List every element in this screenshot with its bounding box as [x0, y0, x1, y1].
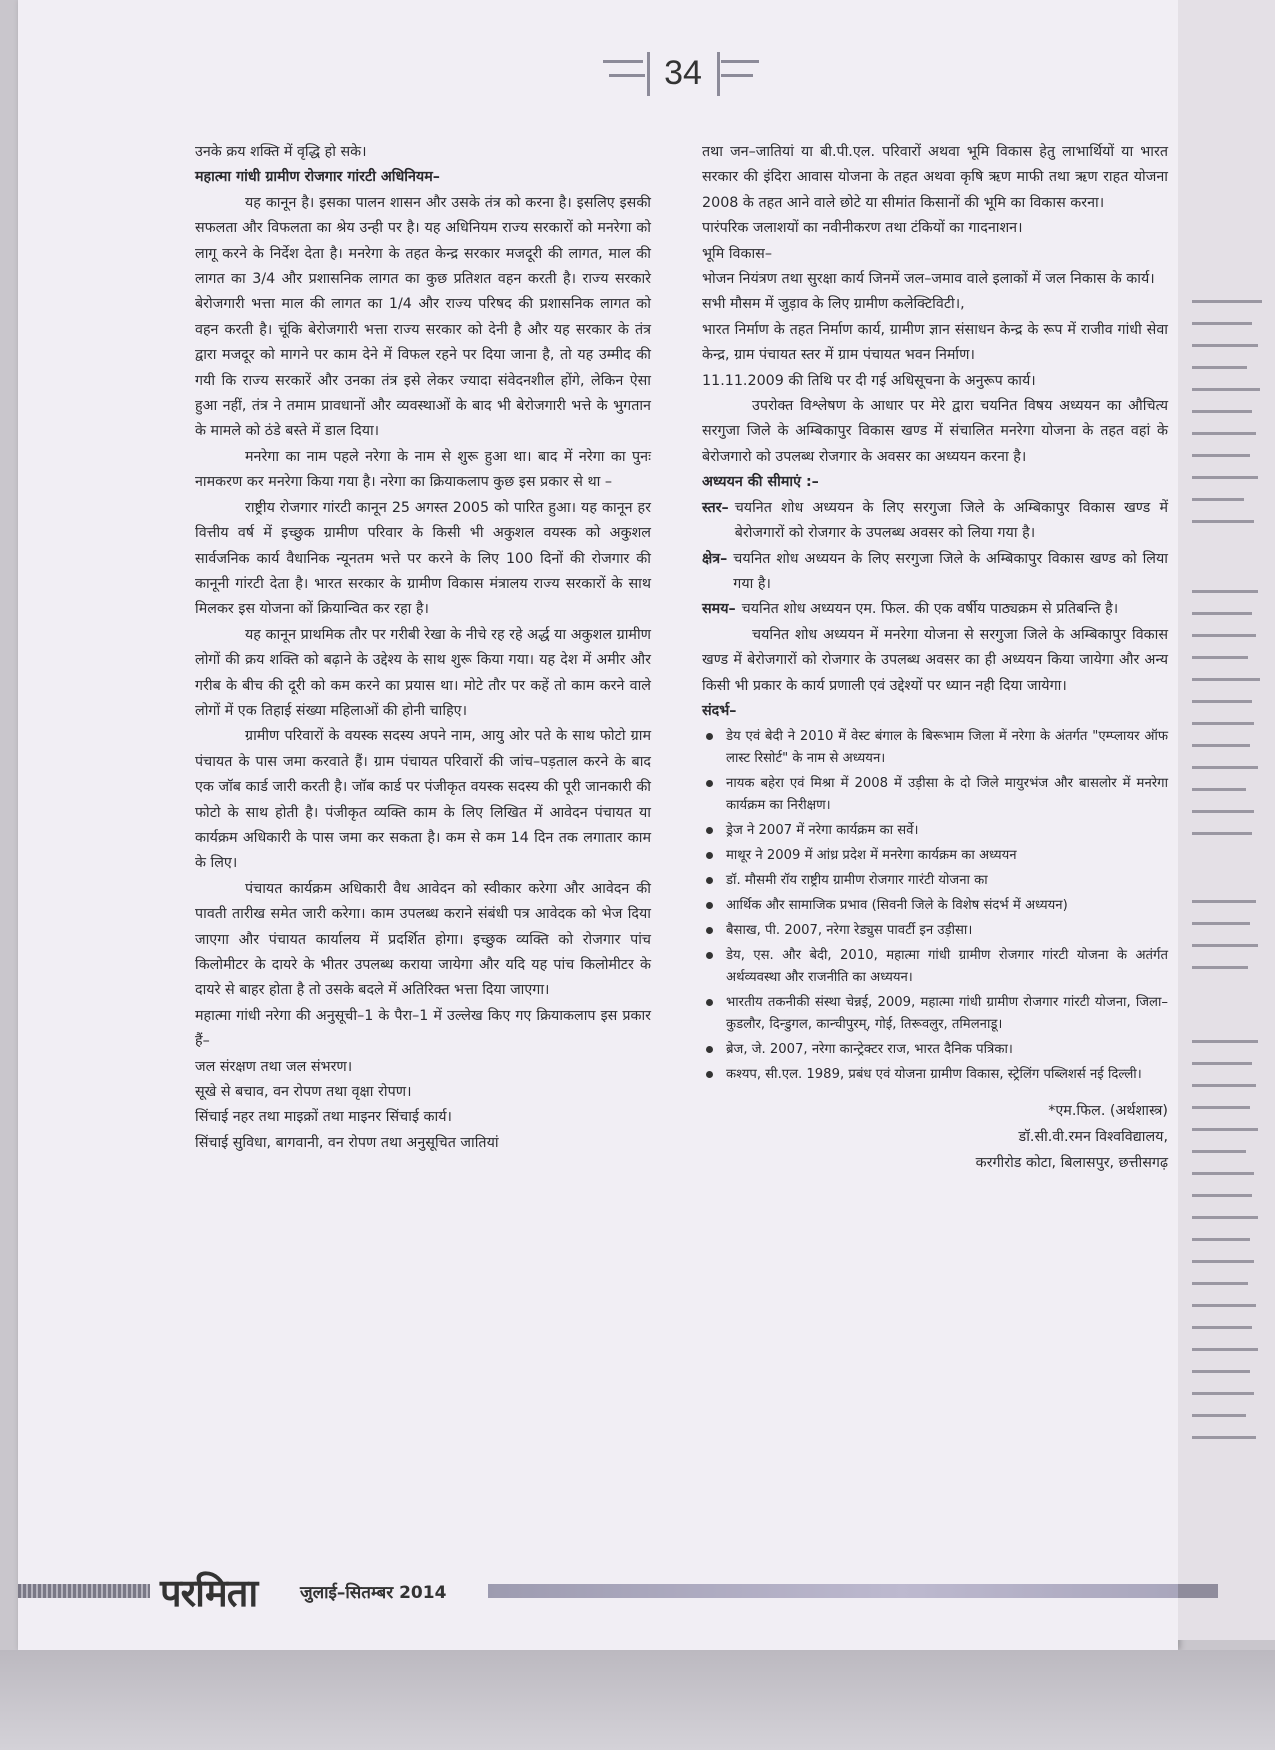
footer-bar	[488, 1584, 1178, 1598]
page-number: 34	[664, 54, 702, 92]
reference-item: कश्यप, सी.एल. 1989, प्रबंध एवं योजना ग्रामीण विकास, स्ट्रेलिंग पब्लिशर्स नई दिल्ली।	[702, 1064, 1168, 1086]
bullet-icon	[706, 733, 713, 740]
limit-text: चयनित शोध अध्ययन एम. फिल. की एक वर्षीय पाठ्यक्रम से प्रतिबन्ति है।	[741, 601, 1119, 618]
edge-text-line	[1192, 1436, 1256, 1439]
edge-text-line	[1192, 1392, 1254, 1395]
edge-text-line	[1192, 1084, 1256, 1087]
edge-text-line	[1192, 1304, 1256, 1307]
scan-background	[0, 1650, 1275, 1750]
header-rule	[609, 74, 645, 77]
paragraph: पारंपरिक जलाशयों का नवीनीकरण तथा टंकियों का गादनाशन।	[702, 220, 1023, 237]
magazine-page	[18, 0, 1178, 1650]
paragraph: यह कानून प्राथमिक तौर पर गरीबी रेखा के नीचे रह रहे अर्द्ध या अकुशल ग्रामीण लोगों की क्रय शक्ति को बढ़ाने के उद्देश्य के साथ शुरू किया गया। यह देश में अमीर और गरीब के बीच की दूरी को कम करने का प्रयास था। मोटे तौर पर कहें तो काम करने वाले लोगों में एक तिहाई संख्या महिलाओं की होनी चाहिए।	[195, 626, 651, 719]
edge-text-line	[1192, 810, 1254, 813]
paragraph: भोजन नियंत्रण तथा सुरक्षा कार्य जिनमें जल–जमाव वाले इलाकों में जल निकास के कार्य।	[702, 271, 1155, 288]
edge-text-line	[1192, 1326, 1252, 1329]
edge-text-line	[1192, 1238, 1250, 1241]
affiliation-line: डॉ.सी.वी.रमन विश्वविद्यालय,	[1018, 1129, 1168, 1146]
edge-text-line	[1192, 1216, 1258, 1219]
reference-item: भारतीय तकनीकी संस्था चेन्नई, 2009, महात्मा गांधी ग्रामीण रोजगार गांरटी योजना, जिला– कुडलौर, दिन्डुगल, कान्चीपुरम्, गोई, तिरूवलुर, तमिलनाडू।	[702, 992, 1168, 1036]
paragraph: चयनित शोध अध्ययन में मनरेगा योजना से सरगुजा जिले के अम्बिकापुर विकास खण्ड में बेरोजगारों को रोजगार के उपलब्ध अवसर का ही अध्ययन किया जायेगा और अन्य किसी भी प्रकार के कार्य प्रणाली एवं उद्देश्यों पर ध्यान नही दिया जायेगा।	[702, 626, 1168, 694]
list-item: सिंचाई सुविधा, बागवानी, वन रोपण तथा अनुसूचित जातियां	[195, 1134, 499, 1151]
edge-text-line	[1192, 744, 1250, 747]
edge-text-line	[1192, 612, 1252, 615]
header-rule	[721, 74, 753, 77]
affiliation-line: करगीरोड कोटा, बिलासपुर, छत्तीसगढ़	[975, 1155, 1168, 1172]
bullet-icon	[706, 902, 713, 909]
edge-text-line	[1192, 700, 1252, 703]
edge-text-line	[1192, 1370, 1250, 1373]
list-item: सिंचाई नहर तथा माइक्रों तथा माइनर सिंचाई कार्य।	[195, 1109, 452, 1126]
bullet-icon	[706, 952, 713, 959]
paragraph: मनरेगा का नाम पहले नरेगा के नाम से शुरू हुआ था। बाद में नरेगा का पुनः नामकरण कर मनरेगा किया गया है। नरेगा का क्रियाकलाप कुछ इस प्रकार से था –	[195, 448, 651, 491]
edge-footer-bar	[1178, 1584, 1218, 1598]
limit-item	[702, 547, 1168, 598]
paragraph: ग्रामीण परिवारों के वयस्क सदस्य अपने नाम, आयु ओर पते के साथ फोटो ग्राम पंचायत के पास जमा करवाते हैं। ग्राम पंचायत परिवारों की जांच–पड़ताल करने के बाद एक जॉब कार्ड जारी करती है। जॉब कार्ड पर पंजीकृत वयस्क सदस्य की पूरी जानकारी की फोटो के साथ होती है। पंजीकृत व्यक्ति काम के लिए लिखित में आवेदन पंचायत या कार्यक्रम अधिकारी के पास जमा कर सकता है। कम से कम 14 दिन तक लगातार काम के लिए।	[195, 728, 651, 872]
bullet-icon	[706, 999, 713, 1006]
paragraph: 11.11.2009 की तिथि पर दी गई अधिसूचना के अनुरूप कार्य।	[702, 372, 1036, 389]
edge-text-line	[1192, 722, 1254, 725]
left-column	[195, 140, 651, 1156]
paragraph: महात्मा गांधी नरेगा की अनुसूची–1 के पैरा–1 में उल्लेख किए गए क्रियाकलाप इस प्रकार हैं–	[195, 1007, 651, 1050]
edge-text-line	[1192, 1128, 1258, 1131]
section-heading: भूमि विकास–	[702, 245, 772, 262]
next-page-edge	[1178, 0, 1275, 1640]
header-rule	[603, 60, 643, 63]
paragraph: पंचायत कार्यक्रम अधिकारी वैध आवेदन को स्वीकार करेगा और आवेदन की पावती तारीख समेत जारी करेगा। काम उपलब्ध कराने संबंधी पत्र आवेदक को भेज दिया जाएगा और पंचायत कार्यालय में प्रदर्शित होगा। इच्छुक व्यक्ति को रोजगार पांच किलोमीटर के दायरे के भीतर उपलब्ध कराया जायेगा और यदि यह पांच किलोमीटर के दायरे से बाहर होता है तो उसके बदले में अतिरिक्त भत्ता दिया जाएगा।	[195, 880, 651, 999]
limit-item	[702, 496, 1168, 547]
edge-text-line	[1192, 432, 1256, 435]
paragraph: राष्ट्रीय रोजगार गांरटी कानून 25 अगस्त 2005 को पारित हुआ। यह कानून हर वित्तीय वर्ष में इच्छुक ग्रामीण परिवार के किसी भी अकुशल वयस्क को अकुशल सार्वजनिक कार्य वैधानिक न्यूनतम भत्ते पर करने के लिए 100 दिनों की रोजगार की कानूनी गांरटी देता है। भारत सरकार के ग्रामीण विकास मंत्रालय राज्य सरकारों के साथ मिलकर इस योजना कों क्रियान्वित कर रहा है।	[195, 499, 651, 618]
edge-text-line	[1192, 1282, 1248, 1285]
edge-text-line	[1192, 922, 1250, 925]
edge-text-line	[1192, 498, 1244, 501]
edge-text-line	[1192, 900, 1256, 903]
paragraph: सभी मौसम में जुड़ाव के लिए ग्रामीण कलेक्टिविटी।,	[702, 296, 965, 313]
edge-text-line	[1192, 1150, 1246, 1153]
limit-label: क्षेत्र–	[702, 550, 728, 567]
author-affiliation	[702, 1098, 1168, 1176]
edge-text-line	[1192, 1172, 1254, 1175]
edge-text-line	[1192, 476, 1258, 479]
reference-item: ब्रेज, जे. 2007, नरेगा कान्ट्रेक्टर राज, भारत दैनिक पत्रिका।	[702, 1039, 1168, 1061]
bullet-icon	[706, 927, 713, 934]
bullet-icon	[706, 1046, 713, 1053]
paragraph: भारत निर्माण के तहत निर्माण कार्य, ग्रामीण ज्ञान संसाधन केन्द्र के रूप में राजीव गांधी सेवा केन्द्र, ग्राम पंचायत स्तर में ग्राम पंचायत भवन निर्माण।	[702, 321, 1168, 364]
edge-text-line	[1192, 1106, 1250, 1109]
edge-text-line	[1192, 944, 1258, 947]
magazine-logo: परमिता	[160, 1570, 258, 1615]
edge-text-line	[1192, 410, 1252, 413]
reference-item: डेय एवं बेदी ने 2010 में वेस्ट बंगाल के बिरूभाम जिला में नरेगा के अंतर्गत "एम्प्लायर ऑफ लास्ट रिसोर्ट" के नाम से अध्ययन।	[702, 726, 1168, 770]
edge-text-line	[1192, 1260, 1254, 1263]
reference-item: आर्थिक और सामाजिक प्रभाव (सिवनी जिले के विशेष संदर्भ में अध्ययन)	[702, 895, 1168, 917]
edge-text-line	[1192, 634, 1256, 637]
edge-text-line	[1192, 832, 1252, 835]
header-rule	[721, 60, 759, 63]
section-heading: संदर्भ–	[702, 702, 737, 719]
edge-text-line	[1192, 590, 1258, 593]
edge-text-line	[1192, 966, 1248, 969]
reference-item: डॉ. मौसमी रॉय राष्ट्रीय ग्रामीण रोजगार गारंटी योजना का	[702, 870, 1168, 892]
bullet-icon	[706, 852, 713, 859]
bullet-icon	[706, 877, 713, 884]
limit-item	[702, 597, 1168, 622]
edge-text-line	[1192, 656, 1248, 659]
page-number-header	[603, 46, 763, 102]
edge-text-line	[1192, 678, 1260, 681]
bullet-icon	[706, 1071, 713, 1078]
section-heading: महात्मा गांधी ग्रामीण रोजगार गांरटी अधिनियम–	[195, 169, 440, 186]
affiliation-line: *एम.फिल. (अर्थशास्त्र)	[1048, 1103, 1168, 1120]
edge-text-line	[1192, 766, 1258, 769]
header-bracket	[647, 52, 650, 96]
bullet-icon	[706, 780, 713, 787]
references-list	[702, 726, 1168, 1086]
reference-item: माथूर ने 2009 में आंध्र प्रदेश में मनरेगा कार्यक्रम का अध्ययन	[702, 845, 1168, 867]
reference-item: ड्रेज ने 2007 में नरेगा कार्यक्रम का सर्वे।	[702, 820, 1168, 842]
edge-text-line	[1192, 1414, 1246, 1417]
edge-text-line	[1192, 454, 1250, 457]
paragraph: उनके क्रय शक्ति में वृद्धि हो सके।	[195, 144, 367, 160]
paragraph: उपरोक्त विश्लेषण के आधार पर मेरे द्वारा चयनित विषय अध्ययन का औचित्य सरगुजा जिले के अम्बिकापुर विकास खण्ड में संचालित मनरेगा योजना के तहत वहां के बेरोजगारो को उपलब्ध रोजगार के अवसर का अध्ययन करना है।	[702, 398, 1168, 465]
right-column	[702, 140, 1168, 1176]
edge-text-line	[1192, 366, 1247, 369]
limit-text: चयनित शोध अध्ययन के लिए सरगुजा जिले के अम्बिकापुर विकास खण्ड में बेरोजगारों को रोजगार के उपलब्ध अवसर को लिया गया है।	[734, 499, 1168, 542]
edge-text-line	[1192, 300, 1262, 303]
edge-text-line	[1192, 1194, 1252, 1197]
page-footer	[18, 1568, 1178, 1614]
paragraph: तथा जन–जातियां या बी.पी.एल. परिवारों अथवा भूमि विकास हेतु लाभार्थियों या भारत सरकार की इंदिरा आवास योजना के तहत अथवा कृषि ऋण माफी तथा ऋण राहत योजना 2008 के तहत आने वाले छोटे या सीमांत किसानों की भूमि का विकास करना।	[702, 144, 1168, 211]
limit-label: स्तर–	[702, 499, 729, 516]
issue-date: जुलाई–सितम्बर 2014	[300, 1583, 447, 1603]
edge-text-line	[1192, 344, 1258, 347]
bullet-icon	[706, 827, 713, 834]
limit-text: चयनित शोध अध्ययन के लिए सरगुजा जिले के अम्बिकापुर विकास खण्ड को लिया गया है।	[733, 550, 1168, 592]
header-bracket	[717, 52, 720, 96]
paragraph: यह कानून है। इसका पालन शासन और उसके तंत्र को करना है। इसलिए इसकी सफलता और विफलता का श्रेय उन्ही पर है। यह अधिनियम राज्य सरकारों को मनरेगा को लागू करने के निर्देश देता है। मनरेगा के तहत केन्द्र सरकार मजदूरी की लागत, माल की लागत का 3/4 और प्रशासनिक लागत का कुछ प्रतिशत वहन करती है। राज्य सरकारे बेरोजगारी भत्ता माल की लागत का 1/4 और राज्य परिषद की प्रशासनिक लागत को वहन करती है। चूंकि बेरोजगारी भत्ता राज्य सरकार को देनी है और यह सरकार के तंत्र द्वारा मजदूर को मागने पर काम देने में विफल रहने पर दिया जाना है, तो यह उम्मीद की गयी कि राज्य सरकारें और उनका तंत्र इसे लेकर ज्यादा संवेदनशील होंगे, लेकिन ऐसा हुआ नहीं, तंत्र ने तमाम प्रावधानों और व्यवस्थाओं के बाद भी बेरोजगारी भत्ते के भुगतान के मामले को ठंडे बस्ते में डाल दिया।	[195, 194, 651, 440]
limit-label: समय–	[702, 601, 736, 618]
edge-text-line	[1192, 1062, 1252, 1065]
edge-text-line	[1192, 520, 1254, 523]
edge-text-line	[1192, 788, 1246, 791]
reference-item: बैसाख, पी. 2007, नरेगा रेड्युस पावर्टी इन उड़ीसा।	[702, 920, 1168, 942]
reference-item: डेय, एस. और बेदी, 2010, महात्मा गांधी ग्रामीण रोजगार गांरटी योजना के अतंर्गत अर्थव्यवस्था और राजनीति का अध्ययन।	[702, 945, 1168, 989]
edge-text-line	[1192, 322, 1252, 325]
reference-item: नायक बहेरा एवं मिश्रा में 2008 में उड़ीसा के दो जिले मायुरभंज और बासलोर में मनरेगा कार्यक्रम का निरीक्षण।	[702, 773, 1168, 817]
list-item: सूखे से बचाव, वन रोपण तथा वृक्षा रोपण।	[195, 1084, 412, 1101]
section-heading: अध्ययन की सीमाएं :–	[702, 474, 819, 491]
edge-text-line	[1192, 1348, 1258, 1351]
list-item: जल संरक्षण तथा जल संभरण।	[195, 1058, 353, 1075]
footer-bar	[18, 1584, 150, 1598]
edge-text-line	[1192, 1040, 1258, 1043]
edge-text-line	[1192, 388, 1260, 391]
